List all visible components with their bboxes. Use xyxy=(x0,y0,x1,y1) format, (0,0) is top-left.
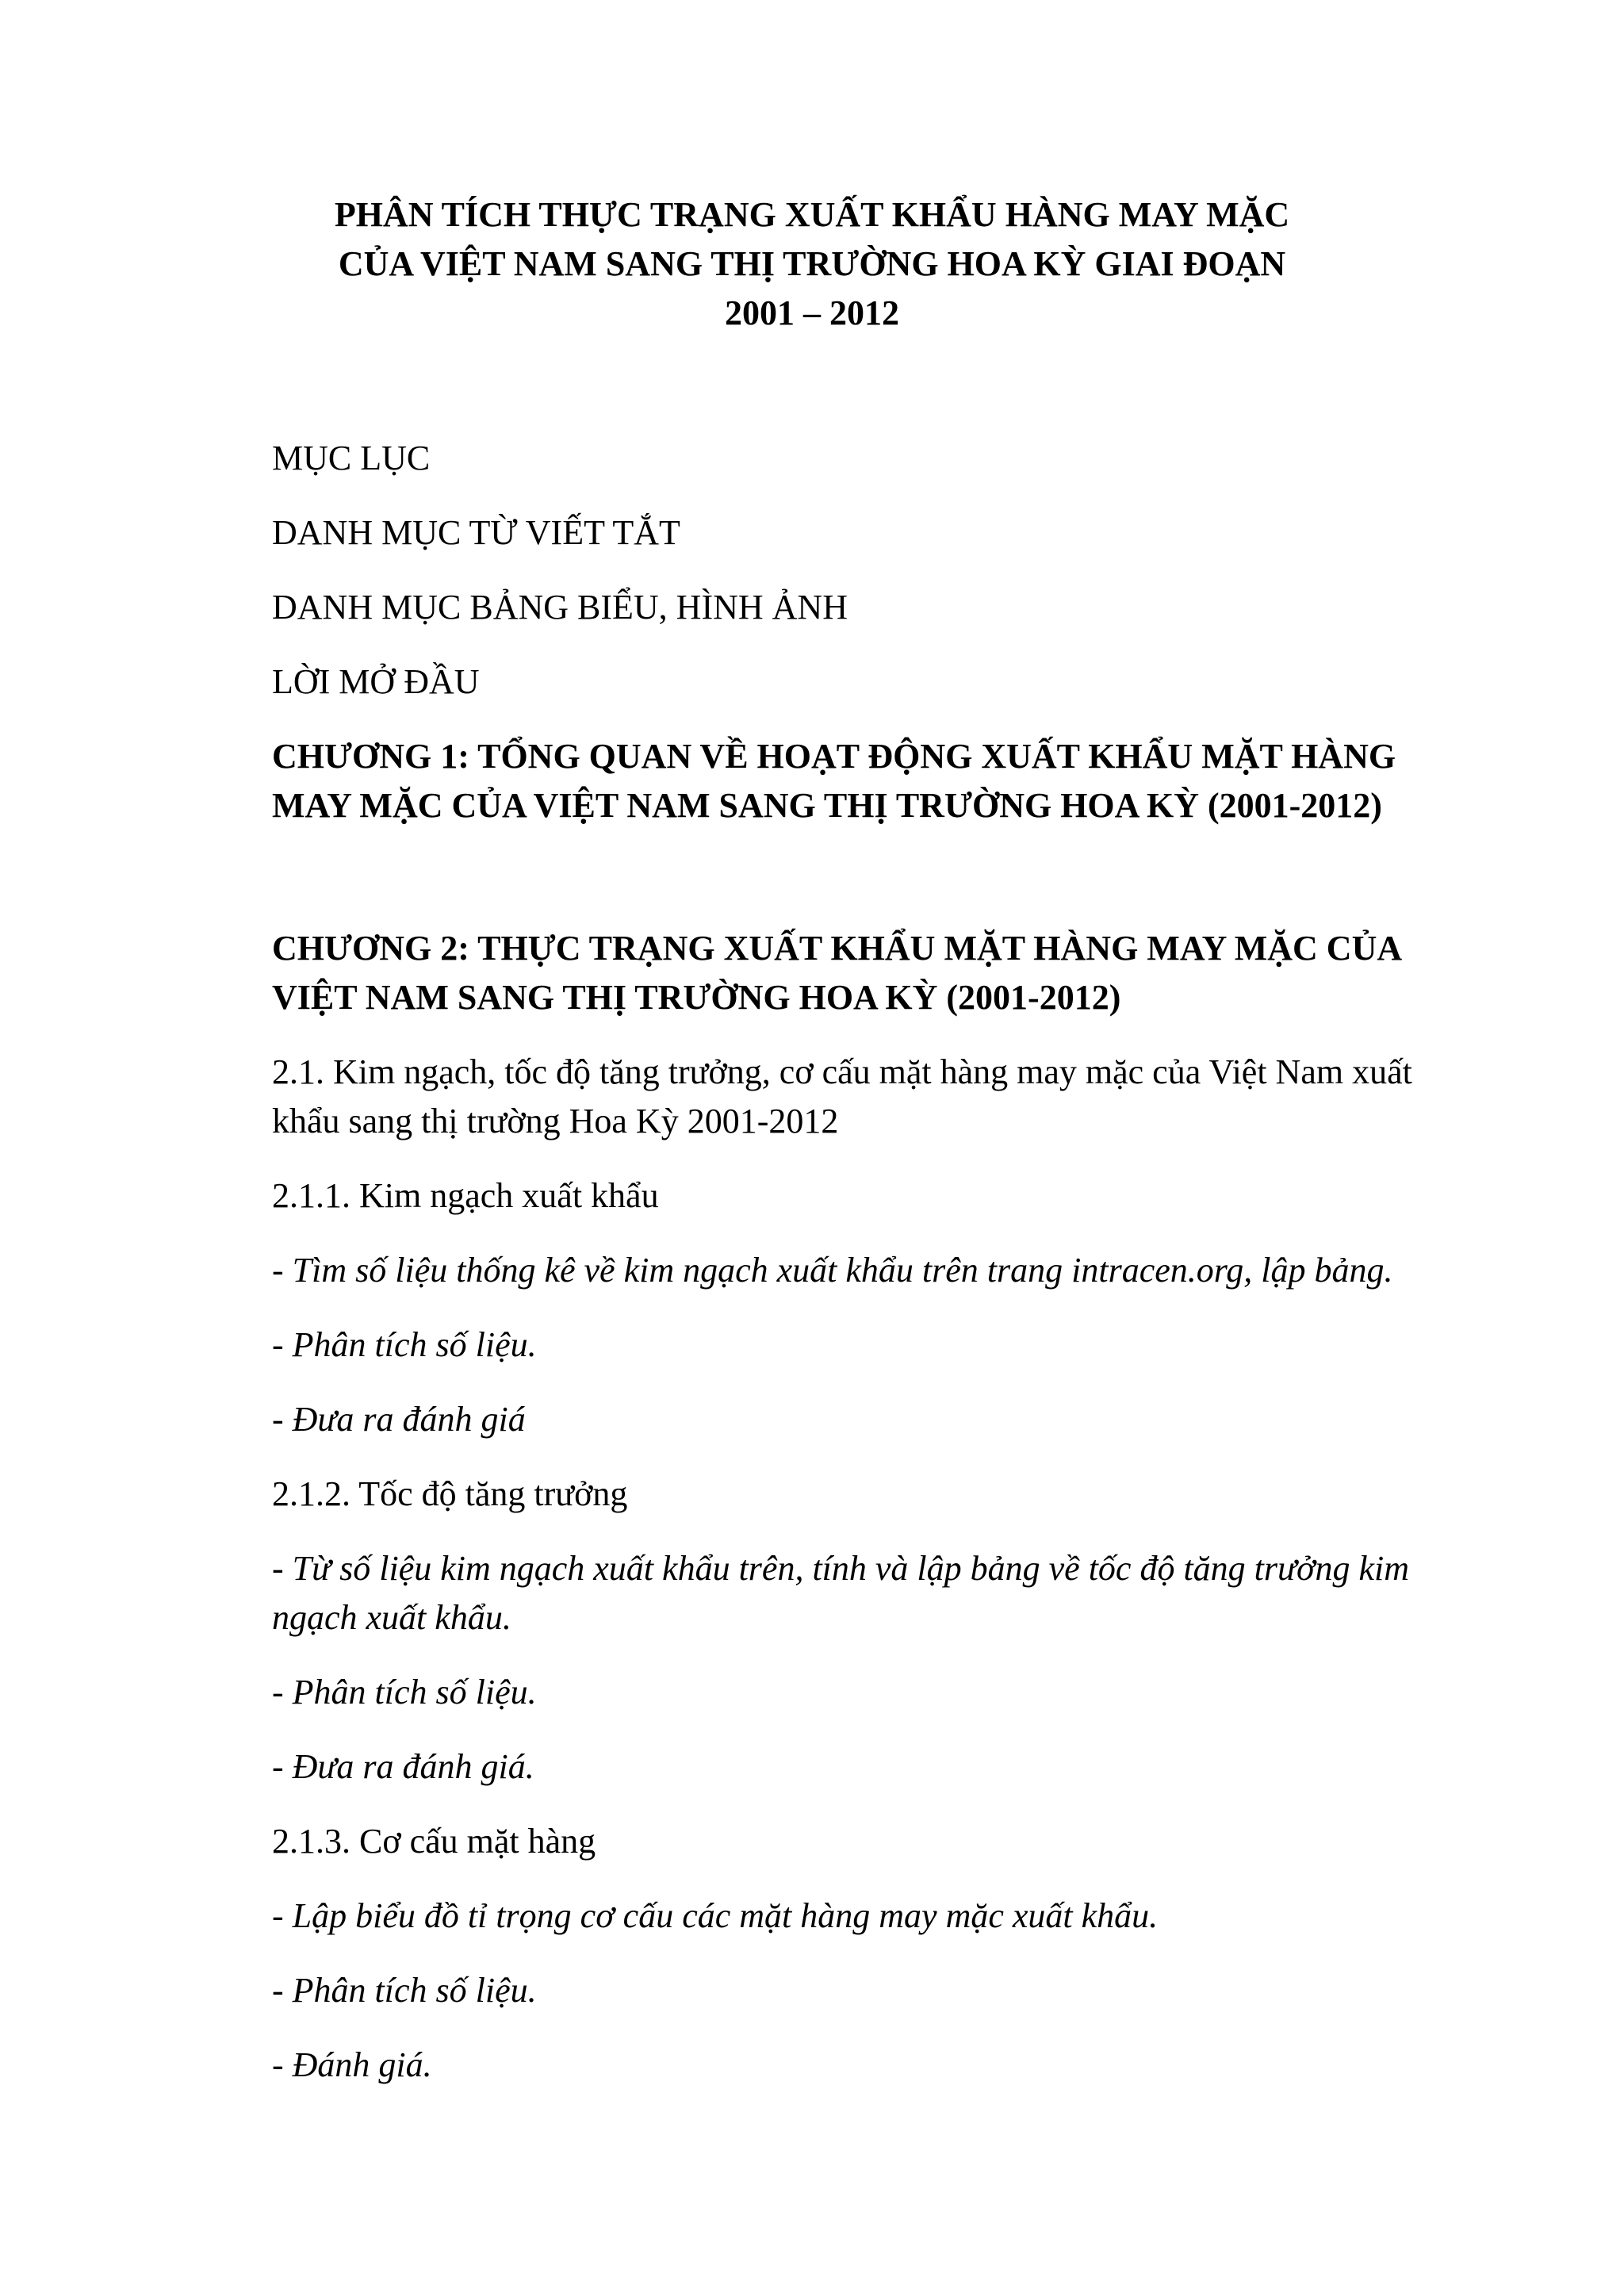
toc-loi-mo-dau: LỜI MỞ ĐẦU xyxy=(272,662,480,701)
chapter-2-heading-line-2: VIỆT NAM SANG THỊ TRƯỜNG HOA KỲ (2001-2012) xyxy=(272,978,1121,1017)
section-2-1-3-item: - Phân tích số liệu. xyxy=(272,1971,537,2010)
toc-bang-bieu: DANH MỤC BẢNG BIỂU, HÌNH ẢNH xyxy=(272,588,848,627)
chapter-1-heading-line-2: MAY MẶC CỦA VIỆT NAM SANG THỊ TRƯỜNG HOA KỲ (2001-2012) xyxy=(272,786,1382,825)
section-2-1-3-item: - Lập biểu đồ tỉ trọng cơ cấu các mặt hàng may mặc xuất khẩu. xyxy=(272,1896,1159,1935)
section-2-1-line-1: 2.1. Kim ngạch, tốc độ tăng trưởng, cơ cấu mặt hàng may mặc của Việt Nam xuất xyxy=(272,1052,1412,1091)
title-line-3: 2001 – 2012 xyxy=(725,293,899,332)
section-2-1-3-item: - Đánh giá. xyxy=(272,2045,432,2084)
section-2-1-1-item: - Tìm số liệu thống kê về kim ngạch xuất khẩu trên trang intracen.org, lập bảng. xyxy=(272,1251,1393,1290)
section-2-1-2-item: - Đưa ra đánh giá. xyxy=(272,1747,534,1786)
section-2-1-1-item: - Đưa ra đánh giá xyxy=(272,1400,526,1439)
toc-muc-luc: MỤC LỤC xyxy=(272,439,431,477)
section-2-1-2-heading: 2.1.2. Tốc độ tăng trưởng xyxy=(272,1474,628,1513)
title-line-1: PHÂN TÍCH THỰC TRẠNG XUẤT KHẨU HÀNG MAY MẶC xyxy=(334,195,1290,234)
section-2-1-2-item-1-line-2: ngạch xuất khẩu. xyxy=(272,1598,511,1637)
section-2-1-line-2: khẩu sang thị trường Hoa Kỳ 2001-2012 xyxy=(272,1102,839,1140)
document-title xyxy=(0,190,1624,338)
title-line-2: CỦA VIỆT NAM SANG THỊ TRƯỜNG HOA KỲ GIAI ĐOẠN xyxy=(338,244,1286,283)
toc-viet-tat: DANH MỤC TỪ VIẾT TẮT xyxy=(272,513,680,552)
chapter-2-heading-line-1: CHƯƠNG 2: THỰC TRẠNG XUẤT KHẨU MẶT HÀNG MAY MẶC CỦA xyxy=(272,929,1403,968)
section-2-1-2-item-1-line-1: - Từ số liệu kim ngạch xuất khẩu trên, tính và lập bảng về tốc độ tăng trưởng kim xyxy=(272,1549,1410,1588)
section-2-1-3-heading: 2.1.3. Cơ cấu mặt hàng xyxy=(272,1822,596,1861)
chapter-1-heading-line-1: CHƯƠNG 1: TỔNG QUAN VỀ HOẠT ĐỘNG XUẤT KHẨU MẶT HÀNG xyxy=(272,737,1396,776)
section-2-1-2-item: - Phân tích số liệu. xyxy=(272,1673,537,1711)
section-2-1-1-heading: 2.1.1. Kim ngạch xuất khẩu xyxy=(272,1176,659,1215)
section-2-1-1-item: - Phân tích số liệu. xyxy=(272,1325,537,1364)
